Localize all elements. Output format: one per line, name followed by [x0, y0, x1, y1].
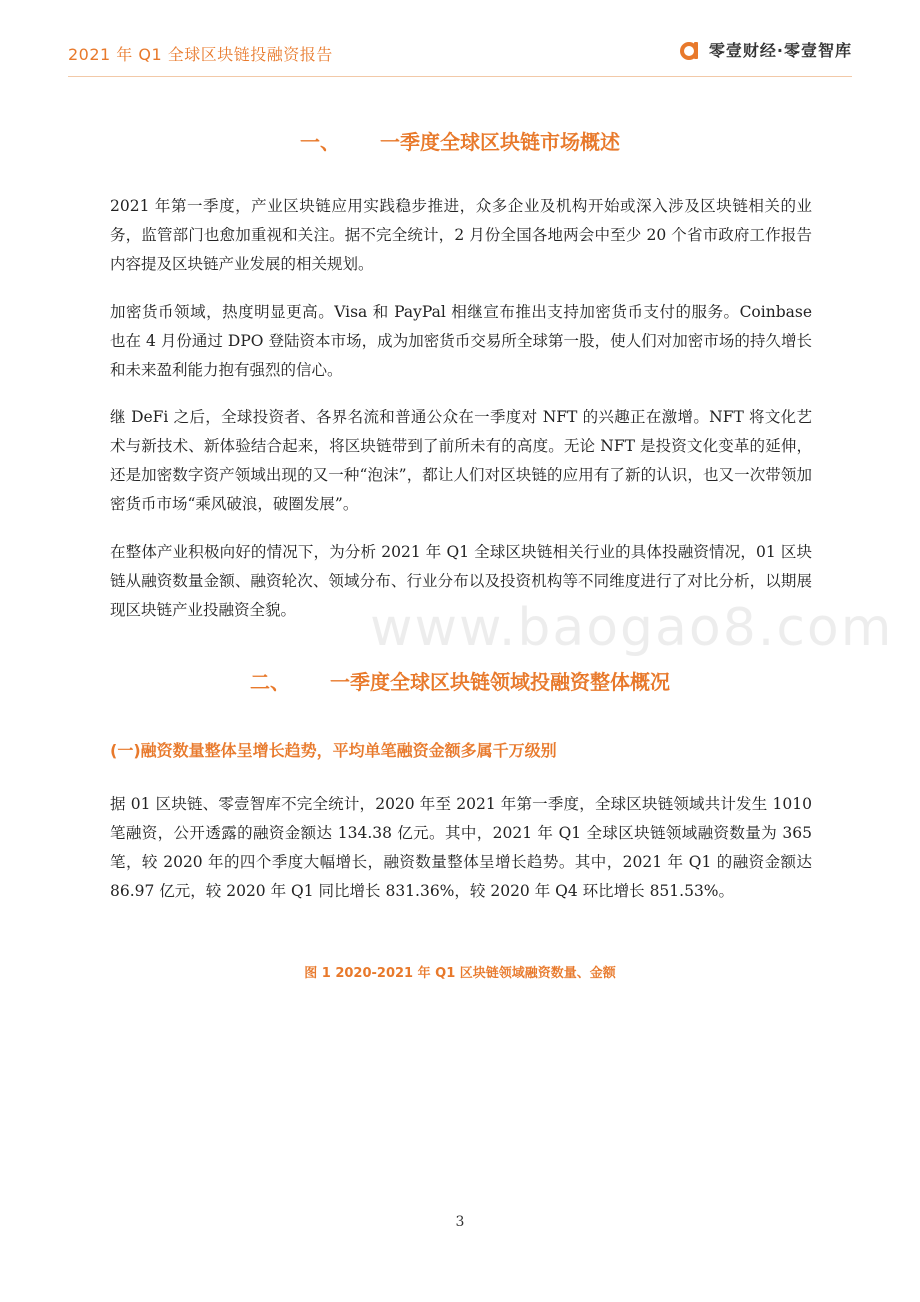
section-1-number: 一、	[300, 130, 340, 154]
brand-name: 零壹财经·零壹智库	[708, 41, 852, 60]
section-1-paragraph-1: 2021 年第一季度，产业区块链应用实践稳步推进，众多企业及机构开始或深入涉及区块链相关的业务，监管部门也愈加重视和关注。据不完全统计，2 月份全国各地两会中至少 20 个省市政府工作报告内容提及区块链产业发展的相关规划。	[110, 197, 812, 273]
section-2-title: 一季度全球区块链领域投融资整体概况	[330, 670, 670, 694]
brand-logo-icon	[679, 39, 701, 61]
page-header	[0, 0, 920, 78]
section-1-title: 一季度全球区块链市场概述	[380, 130, 620, 154]
section-2-number: 二、	[250, 670, 290, 694]
section-1-paragraph-4: 在整体产业积极向好的情况下，为分析 2021 年 Q1 全球区块链相关行业的具体投融资情况，01 区块链从融资数量金额、融资轮次、领域分布、行业分布以及投资机构等不同维度进行了对比分析，以期展现区块链产业投融资全貌。	[110, 543, 812, 619]
watermark: www.baogao8.com	[370, 598, 894, 658]
section-2-heading	[0, 666, 920, 695]
section-1-paragraph-3: 继 DeFi 之后，全球投资者、各界名流和普通公众在一季度对 NFT 的兴趣正在激增。NFT 将文化艺术与新技术、新体验结合起来，将区块链带到了前所未有的高度。无论 NFT 是投资文化变革的延伸，还是加密数字资产领域出现的又一种“泡沫”，都让人们对区块链的应用有了新的认识，也又一次带领加密货币市场“乘风破浪，破圈发展”。	[110, 408, 812, 513]
figure-caption: 图 1 2020-2021 年 Q1 区块链领域融资数量、金额	[304, 966, 616, 981]
section-2-paragraph: 据 01 区块链、零壹智库不完全统计，2020 年至 2021 年第一季度，全球区块链领域共计发生 1010 笔融资，公开透露的融资金额达 134.38 亿元。其中，2021 年 Q1 全球区块链领域融资数量为 365 笔，较 2020 年的四个季度大幅增长，融资数量整体呈增长趋势。其中，2021 年 Q1 的融资金额达 86.97 亿元，较 2020 年 Q1 同比增长 831.36%，较 2020 年 Q4 环比增长 851.53%。	[110, 795, 812, 900]
brand	[679, 38, 852, 61]
page-number: 3	[455, 1214, 465, 1230]
section-1-heading	[0, 126, 920, 155]
report-title: 2021 年 Q1 全球区块链投融资报告	[68, 45, 333, 64]
section-1-paragraph-2: 加密货币领域，热度明显更高。Visa 和 PayPal 相继宣布推出支持加密货币支付的服务。Coinbase 也在 4 月份通过 DPO 登陆资本市场，成为加密货币交易所全球第一股，使人们对加密市场的持久增长和未来盈利能力抱有强烈的信心。	[110, 303, 812, 379]
header-divider	[68, 76, 852, 77]
subsection-heading: (一)融资数量整体呈增长趋势，平均单笔融资金额多属千万级别	[110, 741, 557, 760]
